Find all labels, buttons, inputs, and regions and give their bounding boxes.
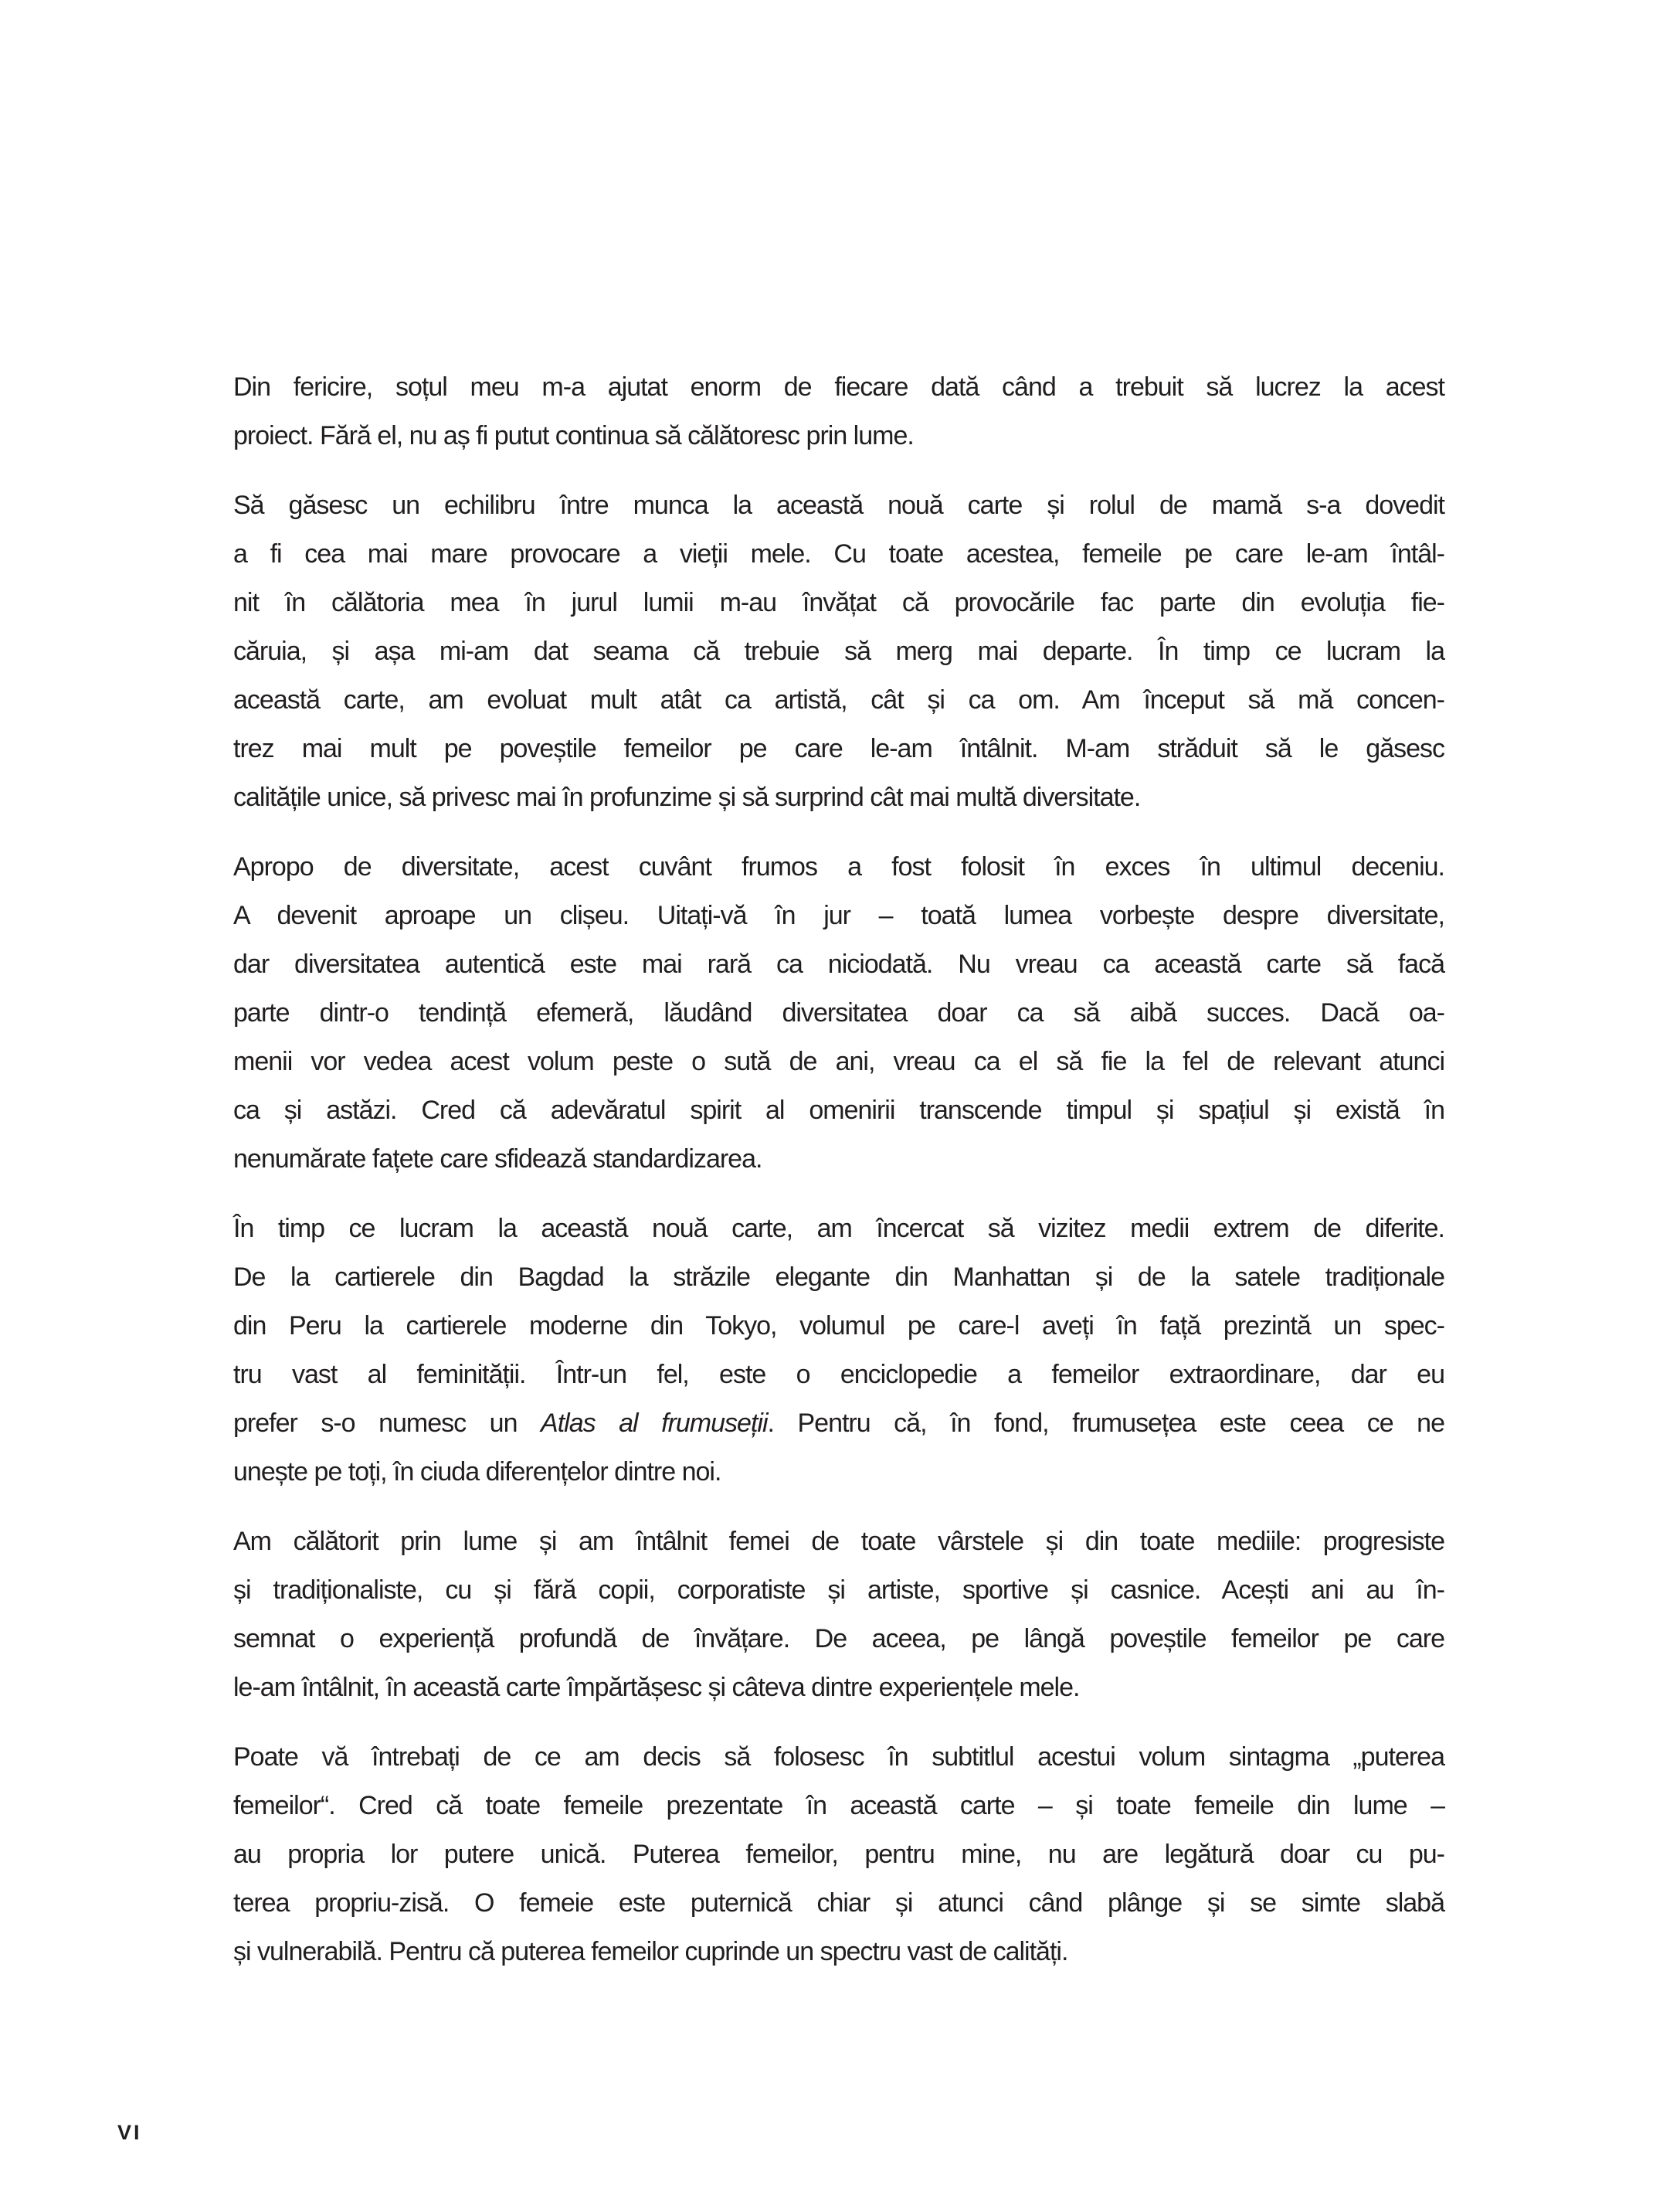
text-segment: Să găsesc un echilibru între munca la această nouă carte și rolul de mamă s-a dovedit: [233, 491, 1444, 520]
text-line: [233, 1928, 1444, 1976]
text-block: [233, 363, 1444, 1997]
text-line: [233, 1830, 1444, 1879]
text-line: [233, 940, 1444, 989]
text-line: [233, 412, 1444, 460]
text-segment: prefer s-o numesc un: [233, 1409, 541, 1438]
text-line: [233, 1253, 1444, 1302]
paragraph: [233, 481, 1444, 822]
text-segment: A devenit aproape un clișeu. Uitați-vă în jur – toată lumea vorbește despre diversitate,: [233, 901, 1444, 930]
text-segment: tru vast al feminității. Într-un fel, este o enciclopedie a femeilor extraordinare, dar eu: [233, 1360, 1444, 1389]
text-segment: parte dintr-o tendință efemeră, lăudând diversitatea doar ca să aibă succes. Dacă oa-: [233, 998, 1444, 1028]
text-line: [233, 627, 1444, 676]
text-line: [233, 676, 1444, 725]
text-line: [233, 1086, 1444, 1135]
text-segment: Poate vă întrebați de ce am decis să folosesc în subtitlul acestui volum sintagma „puterea: [233, 1742, 1444, 1772]
page-number: VI: [117, 2121, 142, 2144]
text-line: [233, 363, 1444, 412]
text-line: [233, 1302, 1444, 1351]
text-segment: terea propriu-zisă. O femeie este puternică chiar și atunci când plânge și se simte slabă: [233, 1888, 1444, 1918]
text-line: [233, 1566, 1444, 1615]
italic-text-segment: Atlas al frumuseții: [541, 1409, 768, 1438]
text-line: [233, 1879, 1444, 1928]
text-line: [233, 725, 1444, 773]
paragraph: [233, 1517, 1444, 1712]
text-line: [233, 1399, 1444, 1448]
text-segment: ca și astăzi. Cred că adevăratul spirit al omenirii transcende timpul și spațiul și există în: [233, 1096, 1444, 1125]
text-segment: din Peru la cartierele moderne din Tokyo, volumul pe care-l aveți în față prezintă un spec-: [233, 1311, 1444, 1341]
text-line: [233, 773, 1444, 822]
text-segment: a fi cea mai mare provocare a vieții mele. Cu toate acestea, femeile pe care le-am întâl-: [233, 539, 1444, 569]
text-segment: menii vor vedea acest volum peste o sută de ani, vreau ca el să fie la fel de relevant atunci: [233, 1047, 1444, 1076]
paragraph: [233, 1205, 1444, 1497]
text-segment: femeilor“. Cred că toate femeile prezentate în această carte – și toate femeile din lume –: [233, 1791, 1444, 1820]
text-segment: nenumărate fațete care sfidează standardizarea.: [233, 1144, 762, 1174]
text-segment: semnat o experiență profundă de învățare. De aceea, pe lângă poveștile femeilor pe care: [233, 1624, 1444, 1653]
text-segment: Apropo de diversitate, acest cuvânt frumos a fost folosit în exces în ultimul deceniu.: [233, 852, 1444, 882]
text-segment: căruia, și așa mi-am dat seama că trebuie să merg mai departe. În timp ce lucram la: [233, 637, 1444, 666]
text-line: [233, 843, 1444, 892]
text-segment: această carte, am evoluat mult atât ca artistă, cât și ca om. Am început să mă concen-: [233, 685, 1444, 715]
text-segment: le-am întâlnit, în această carte împărtășesc și câteva dintre experiențele mele.: [233, 1673, 1080, 1702]
text-line: [233, 1448, 1444, 1497]
text-line: [233, 579, 1444, 627]
text-line: [233, 1205, 1444, 1253]
paragraph: [233, 1733, 1444, 1976]
text-segment: au propria lor putere unică. Puterea femeilor, pentru mine, nu are legătură doar cu pu-: [233, 1840, 1444, 1869]
text-segment: De la cartierele din Bagdad la străzile elegante din Manhattan și de la satele tradiționale: [233, 1262, 1444, 1292]
text-segment: trez mai mult pe poveștile femeilor pe care le-am întâlnit. M-am străduit să le găsesc: [233, 734, 1444, 763]
text-segment: Am călătorit prin lume și am întâlnit femei de toate vârstele și din toate mediile: progresiste: [233, 1527, 1444, 1556]
text-segment: calitățile unice, să privesc mai în profunzime și să surprind cât mai multă diversitate.: [233, 783, 1141, 812]
text-segment: dar diversitatea autentică este mai rară ca niciodată. Nu vreau ca această carte să facă: [233, 950, 1444, 979]
text-line: [233, 481, 1444, 530]
paragraph: [233, 843, 1444, 1184]
text-segment: proiect. Fără el, nu aș fi putut continua să călătoresc prin lume.: [233, 421, 914, 450]
text-segment: . Pentru că, în fond, frumusețea este ceea ce ne: [767, 1409, 1444, 1438]
text-segment: și tradiționaliste, cu și fără copii, corporatiste și artiste, sportive și casnice. Acești ani au în-: [233, 1575, 1444, 1605]
text-line: [233, 1135, 1444, 1184]
text-line: [233, 1517, 1444, 1566]
text-line: [233, 1733, 1444, 1782]
text-segment: unește pe toți, în ciuda diferențelor dintre noi.: [233, 1457, 721, 1487]
text-segment: și vulnerabilă. Pentru că puterea femeilor cuprinde un spectru vast de calități.: [233, 1937, 1068, 1966]
text-segment: În timp ce lucram la această nouă carte, am încercat să vizitez medii extrem de diferite.: [233, 1214, 1444, 1243]
text-line: [233, 1782, 1444, 1830]
text-line: [233, 892, 1444, 940]
text-segment: Din fericire, soțul meu m-a ajutat enorm de fiecare dată când a trebuit să lucrez la acest: [233, 372, 1444, 402]
text-segment: nit în călătoria mea în jurul lumii m-au învățat că provocările fac parte din evoluția fie-: [233, 588, 1444, 617]
text-line: [233, 530, 1444, 579]
text-line: [233, 1663, 1444, 1712]
text-line: [233, 1615, 1444, 1663]
text-line: [233, 989, 1444, 1038]
text-line: [233, 1038, 1444, 1086]
paragraph: [233, 363, 1444, 460]
text-line: [233, 1351, 1444, 1399]
